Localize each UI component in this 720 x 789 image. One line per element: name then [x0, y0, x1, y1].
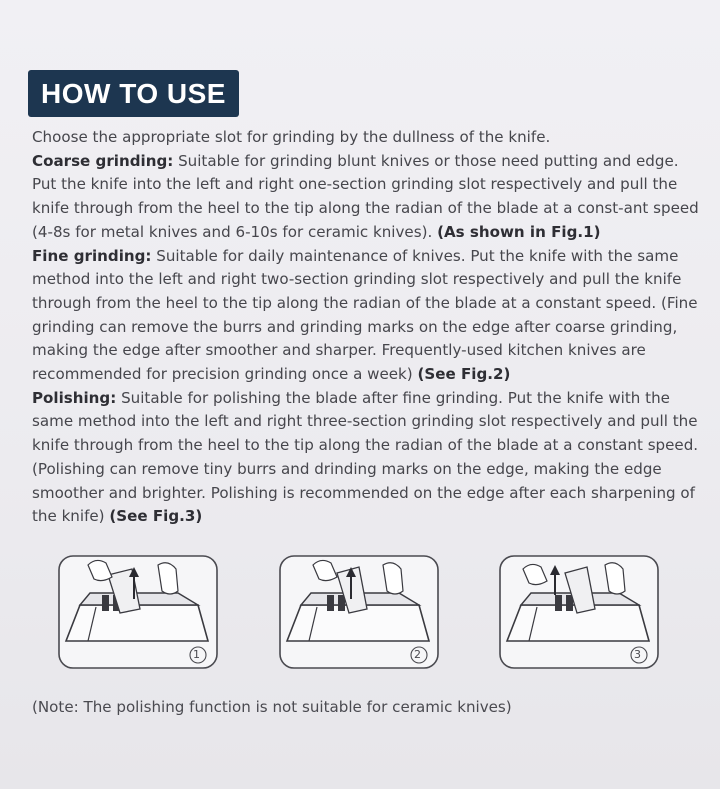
section-text: Suitable for polishing the blade after fine grinding. Put the knife with the same method into the left and right three-section grinding slot respectively and pull the knife through from the heel to the tip along the radian of the blade at a constant speed. (Polishing can remove tiny burrs and drinding marks on the edge, making the edge smoother and brighter. Polishing is recommended on the edge after each sharpening of the knife)	[32, 388, 699, 526]
section-heading: Coarse grinding:	[32, 151, 174, 170]
section-text: Suitable for grinding blunt knives or those need putting and edge. Put the knife into the left and right one-section grinding slot respectively and pull the knife through from the heel to the tip along the radian of the blade at a const-ant speed (4-8s for metal knives and 6-10s for ceramic knives).	[32, 151, 699, 241]
section-heading: Fine grinding:	[32, 246, 152, 265]
section-polishing	[32, 387, 702, 529]
instructions-body	[32, 126, 702, 529]
figure-reference: (See Fig.3)	[109, 507, 203, 526]
section-coarse-grinding	[32, 150, 702, 245]
section-heading: Polishing:	[32, 388, 117, 407]
figure-number: 3	[634, 648, 641, 661]
note-text: (Note: The polishing function is not suitable for ceramic knives)	[32, 698, 512, 716]
page-title: HOW TO USE	[41, 77, 226, 109]
title-banner	[28, 70, 239, 117]
figure-number: 2	[414, 648, 421, 661]
figure-reference: (As shown in Fig.1)	[437, 222, 601, 241]
figure-1	[58, 555, 218, 675]
intro-text: Choose the appropriate slot for grinding by the dullness of the knife.	[32, 128, 551, 146]
section-fine-grinding	[32, 245, 702, 387]
section-text: Suitable for daily maintenance of knives. Put the knife with the same method into the left and right two-section grinding slot respectively and pull the knife through from the heel to the tip along the radian of the blade at a constant speed. (Fine grinding can remove the burrs and grinding marks on the edge after coarse grinding, making the edge after smoother and sharper. Frequently-used kitchen knives are recommended for precision grinding once a week)	[32, 246, 698, 384]
figure-reference: (See Fig.2)	[417, 365, 511, 384]
figure-3	[499, 555, 659, 675]
figure-2	[279, 555, 439, 675]
figure-number: 1	[193, 648, 200, 661]
